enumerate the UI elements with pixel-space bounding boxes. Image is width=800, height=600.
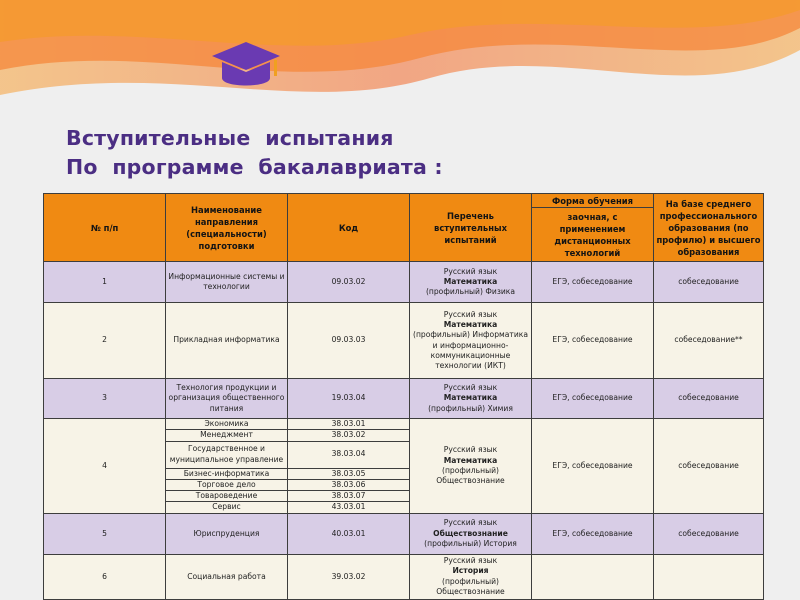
exam-bold: Математика	[443, 393, 498, 403]
header-base: На базе среднего профессионального образования (по профилю) и высшего образования	[654, 194, 764, 262]
header-decoration	[0, 0, 800, 120]
row-base: собеседование	[654, 379, 764, 419]
row-num: 2	[44, 303, 166, 379]
exam-line: Русский язык	[443, 266, 498, 276]
exam-rest: (профильный) Физика	[425, 287, 516, 297]
row-num: 5	[44, 513, 166, 554]
row-base: собеседование	[654, 419, 764, 514]
row-base: собеседование**	[654, 303, 764, 379]
exam-line: Русский язык	[443, 309, 498, 319]
subprogram-name: Бизнес-информатика	[166, 468, 288, 479]
header-form-sub: заочная, с применением дистанционных технологий	[532, 208, 654, 262]
page-title	[66, 124, 443, 182]
exam-rest: (профильный) Информатика и информационно-коммуникационные технологии (ИКТ)	[412, 330, 528, 371]
table-row	[44, 554, 764, 599]
row-form: ЕГЭ, собеседование	[532, 513, 654, 554]
header-code: Код	[288, 194, 410, 262]
row-exams	[410, 554, 532, 599]
header-name: Наименование направления (специальности) подготовки	[166, 194, 288, 262]
subprogram-name: Товароведение	[166, 491, 288, 502]
subprogram-list	[166, 419, 410, 514]
exam-rest: (профильный) История	[424, 538, 517, 548]
title-line-2: По программе бакалавриата :	[66, 155, 443, 179]
subprogram-name: Менеджмент	[166, 430, 288, 441]
table-row	[44, 303, 764, 379]
row-num: 3	[44, 379, 166, 419]
row-form: ЕГЭ, собеседование	[532, 303, 654, 379]
row-exams	[410, 303, 532, 379]
row-exams	[410, 513, 532, 554]
row-name: Информационные системы и технологии	[166, 262, 288, 303]
exam-bold: Математика	[443, 455, 498, 465]
row-num: 1	[44, 262, 166, 303]
exam-line: Русский язык	[443, 556, 498, 566]
row-form: ЕГЭ, собеседование	[532, 262, 654, 303]
row-name: Технология продукции и организация общественного питания	[166, 379, 288, 419]
row-code: 40.03.01	[288, 513, 410, 554]
row-form: ЕГЭ, собеседование	[532, 419, 654, 514]
exam-rest: (профильный) Химия	[428, 403, 513, 413]
row-exams	[410, 419, 532, 514]
exam-line: Русский язык	[443, 445, 498, 455]
row-name: Прикладная информатика	[166, 303, 288, 379]
row-exams	[410, 379, 532, 419]
row-num: 6	[44, 554, 166, 599]
title-line-1: Вступительные испытания	[66, 126, 394, 150]
header-exams: Перечень вступительных испытаний	[410, 194, 532, 262]
row-name: Социальная работа	[166, 554, 288, 599]
subprogram-name: Экономика	[166, 419, 288, 430]
header-num: № п/п	[44, 194, 166, 262]
subprogram-code: 38.03.02	[288, 430, 410, 441]
exam-bold: Обществознание	[433, 528, 508, 538]
table-row	[44, 379, 764, 419]
exam-bold: История	[452, 566, 489, 576]
row-base: собеседование	[654, 513, 764, 554]
header-form: Форма обучения	[532, 194, 654, 208]
table-row	[44, 419, 764, 514]
exam-bold: Математика	[443, 276, 498, 286]
exam-line: Русский язык	[443, 383, 498, 393]
row-exams	[410, 262, 532, 303]
exam-line: Русский язык	[443, 518, 498, 528]
row-code: 09.03.02	[288, 262, 410, 303]
subprogram-code: 38.03.01	[288, 419, 410, 430]
subprogram-code: 38.03.05	[288, 468, 410, 479]
subprogram-name: Сервис	[166, 502, 288, 513]
admission-table	[43, 193, 764, 600]
graduation-cap-icon	[208, 38, 288, 96]
row-code: 39.03.02	[288, 554, 410, 599]
subprogram-name: Государственное и муниципальное управление	[166, 441, 288, 468]
subprogram-code: 38.03.07	[288, 491, 410, 502]
exam-bold: Математика	[443, 319, 498, 329]
row-name: Юриспруденция	[166, 513, 288, 554]
row-form	[532, 554, 654, 599]
row-code: 09.03.03	[288, 303, 410, 379]
row-num: 4	[44, 419, 166, 514]
exam-rest: (профильный) Обществознание	[436, 576, 505, 597]
table-row	[44, 513, 764, 554]
exam-rest: (профильный) Обществознание	[436, 465, 505, 486]
subprogram-code: 38.03.06	[288, 479, 410, 490]
row-base: собеседование	[654, 262, 764, 303]
row-base	[654, 554, 764, 599]
subprogram-code: 43.03.01	[331, 502, 366, 512]
row-form: ЕГЭ, собеседование	[532, 379, 654, 419]
table-row	[44, 262, 764, 303]
subprogram-code: 38.03.04	[288, 441, 410, 468]
row-code: 19.03.04	[288, 379, 410, 419]
subprogram-name: Торговое дело	[166, 479, 288, 490]
